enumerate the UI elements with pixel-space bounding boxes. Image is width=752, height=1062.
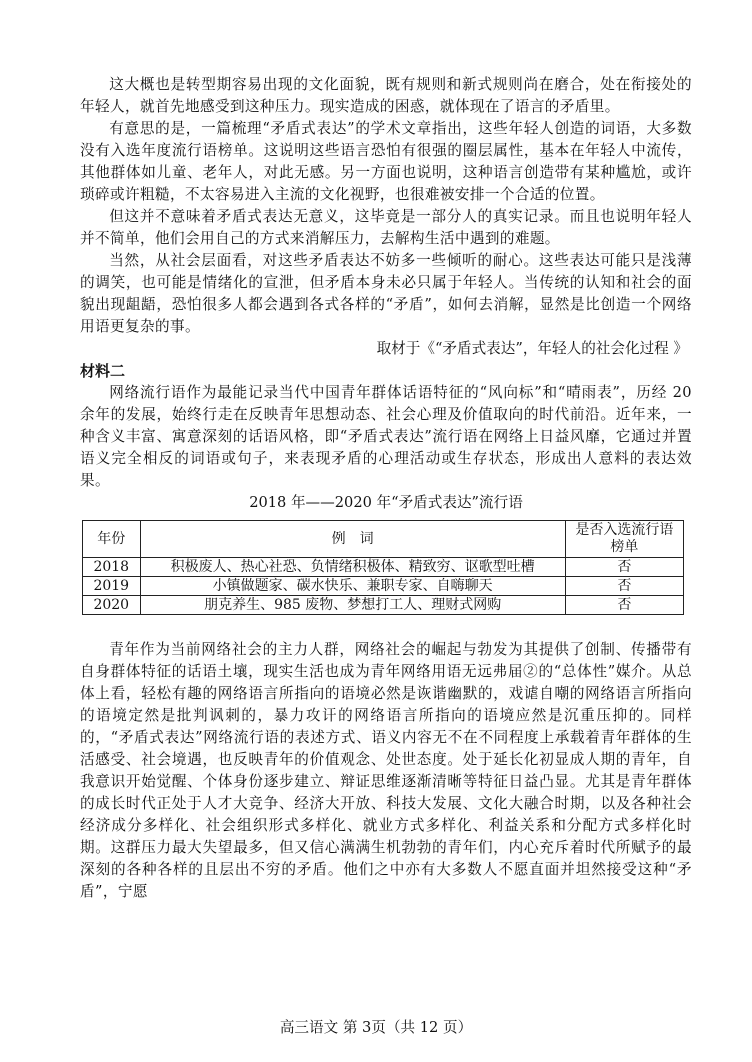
paragraph: 但这并不意味着矛盾式表达无意义，这毕竟是一部分人的真实记录。而且也说明年轻人并不简单，他们会用自己的方式来消解压力，去解构生活中遇到的难题。 — [80, 208, 692, 247]
section-title: 材料二 — [80, 362, 126, 380]
cell-listed: 否 — [565, 596, 683, 615]
cell-listed: 否 — [565, 577, 683, 596]
source-note: 取材于《“矛盾式表达”，年轻人的社会化过程 》 — [376, 340, 688, 357]
table-header-row — [83, 521, 684, 558]
cell-listed: 否 — [565, 558, 683, 577]
paragraph: 有意思的是，一篇梳理“矛盾式表达”的学术文章指出，这些年轻人创造的词语，大多数没有入选年度流行语榜单。这说明这些语言恐怕有很强的圈层属性，基本在年轻人中流传，其他群体如儿童、老年人，对此无感。另一方面也说明，这种语言创造带有某种尴尬，或许琐碎或许粗糙，不太容易进入主流的文化视野，也很难被安排一个合适的位置。 — [80, 120, 692, 203]
cell-examples: 小镇做题家、碳水快乐、兼职专家、自嗨聊天 — [140, 577, 565, 596]
header-examples: 例 词 — [140, 521, 565, 558]
cell-year: 2019 — [83, 577, 141, 596]
cell-year: 2020 — [83, 596, 141, 615]
cell-year: 2018 — [83, 558, 141, 577]
paragraph: 这大概也是转型期容易出现的文化面貌，既有规则和新式规则尚在磨合，处在衔接处的年轻人，就首先地感受到这种压力。现实造成的困惑，就体现在了语言的矛盾里。 — [80, 76, 692, 115]
table-caption: 2018 年——2020 年“矛盾式表达”流行语 — [249, 494, 523, 511]
header-year: 年份 — [83, 521, 141, 558]
paragraph: 网络流行语作为最能记录当代中国青年群体话语特征的“风向标”和“晴雨表”，历经 20 余年的发展，始终行走在反映青年思想动态、社会心理及价值取向的时代前沿。近年来，一种含义丰富、寓意深刻的话语风格，即“矛盾式表达”流行语在网络上日益风靡，它通过并置语义完全相反的词语或句子，来表现矛盾的心理活动或生存状态，形成出人意料的表达效果。 — [80, 384, 692, 489]
page-body — [80, 74, 692, 903]
cell-examples: 朋克养生、985 废物、梦想打工人、理财式网购 — [140, 596, 565, 615]
header-listed: 是否入选流行语榜单 — [565, 521, 683, 558]
table-row — [83, 577, 684, 596]
table-row — [83, 596, 684, 615]
cell-examples: 积极废人、热心社恐、负情绪积极体、精致穷、讴歌型吐槽 — [140, 558, 565, 577]
spacer — [80, 615, 692, 639]
paragraph: 当然，从社会层面看，对这些矛盾表达不妨多一些倾听的耐心。这些表达可能只是浅薄的调笑，也可能是情绪化的宣泄，但矛盾本身未必只属于年轻人。当传统的认知和社会的面貌出现龃龉，恐怕很多人都会遇到各式各样的“矛盾”，如何去消解，显然是比创造一个网络用语更复杂的事。 — [80, 252, 692, 335]
paragraph: 青年作为当前网络社会的主力人群，网络社会的崛起与勃发为其提供了创制、传播带有自身群体特征的话语土壤，现实生活也成为青年网络用语无远弗届②的“总体性”媒介。从总体上看，轻松有趣的网络语言所指向的语境必然是诙谐幽默的，戏谑自嘲的网络语言所指向的语境定然是批判讽刺的，暴力攻讦的网络语言所指向的语境应然是沉重压抑的。同样的，“矛盾式表达”网络流行语的表述方式、语义内容无不在不同程度上承载着青年群体的生活感受、社会境遇，也反映青年的价值观念、处世态度。处于延长化初显成人期的青年，自我意识开始觉醒、个体身份逐步建立、辩证思维逐渐清晰等特征日益凸显。尤其是青年群体的成长时代正处于人才大竞争、经济大开放、科技大发展、文化大融合时期，以及各种社会经济成分多样化、社会组织形式多样化、就业方式多样化、利益关系和分配方式多样化时期。这群压力最大失望最多，但又信心满满生机勃勃的青年们，内心充斥着时代所赋予的最深刻的各种各样的且层出不穷的矛盾。他们之中亦有大多数人不愿直面并坦然接受这种“矛盾”，宁愿 — [80, 641, 692, 900]
buzzword-table — [82, 520, 684, 615]
page-footer: 高三语文 第 3页（共 12 页） — [279, 1019, 473, 1036]
table-row — [83, 558, 684, 577]
